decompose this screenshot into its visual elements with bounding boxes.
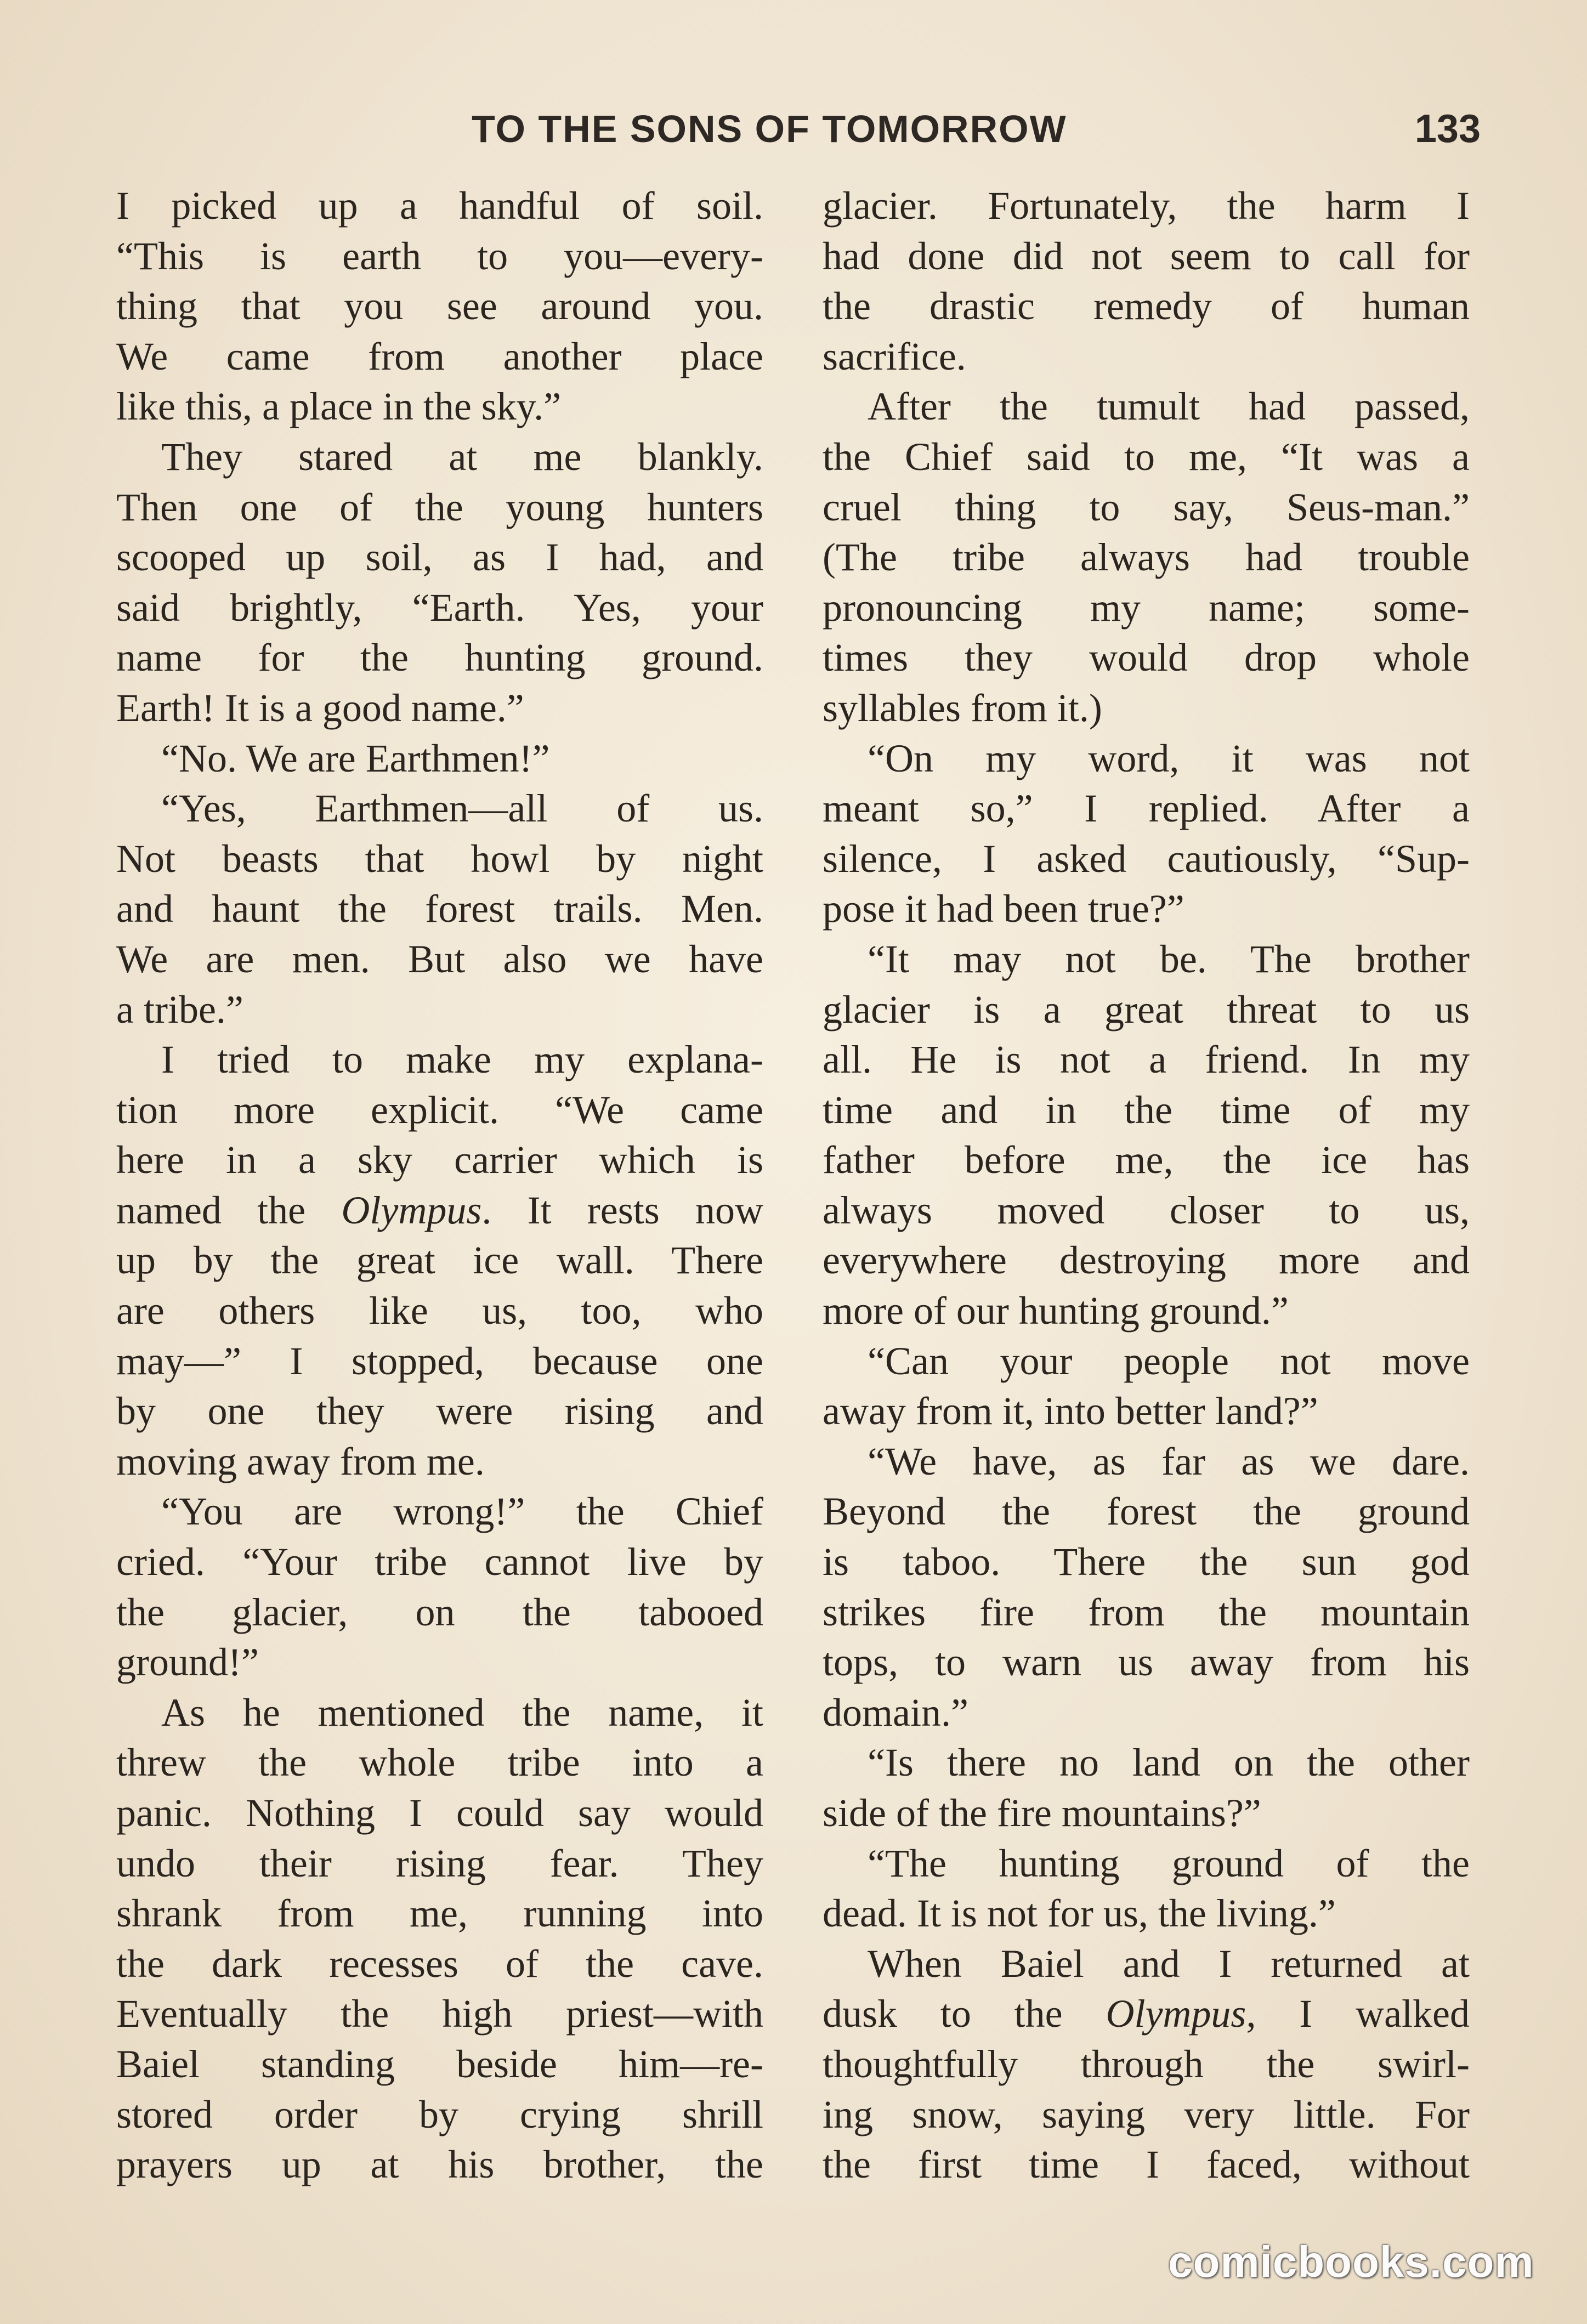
text-line: “Is there no land on the other	[868, 1741, 1470, 1785]
text-line: the dark recesses of the cave.	[116, 1941, 763, 1986]
text-line: “On my word, it was not	[868, 736, 1470, 780]
text-line: Then one of the young hunters	[116, 485, 763, 529]
text-line: “Yes, Earthmen—all of us.	[161, 786, 763, 831]
text-line: Baiel standing beside him—re-	[116, 2042, 763, 2086]
text-line: Not beasts that howl by night	[116, 836, 763, 881]
text-line: the drastic remedy of human	[823, 284, 1470, 328]
right-column	[823, 181, 1470, 2190]
text-line: name for the hunting ground.	[116, 636, 763, 680]
text-line: had done did not seem to call for	[823, 234, 1470, 278]
text-line: glacier is a great threat to us	[823, 987, 1470, 1031]
text-line: the Chief said to me, “It was a	[823, 434, 1470, 479]
text-line: “This is earth to you—every-	[116, 234, 763, 278]
text-line: Eventually the high priest—with	[116, 1992, 763, 2036]
text-line: “We have, as far as we dare.	[868, 1439, 1470, 1483]
text-line: ing snow, saying very little. For	[823, 2092, 1470, 2136]
text-line: (The tribe always had trouble	[823, 535, 1470, 580]
text-line: shrank from me, running into	[116, 1891, 763, 1936]
text-line: said brightly, “Earth. Yes, your	[116, 585, 763, 630]
text-line: away from it, into better land?”	[823, 1389, 1318, 1433]
text-line: by one they were rising and	[116, 1389, 763, 1433]
text-line: more of our hunting ground.”	[823, 1289, 1289, 1333]
text-line: When Baiel and I returned at	[868, 1941, 1470, 1986]
text-line: silence, I asked cautiously, “Sup-	[823, 836, 1470, 881]
text-line: father before me, the ice has	[823, 1138, 1470, 1182]
text-line: undo their rising fear. They	[116, 1841, 763, 1885]
text-line: named the Olympus. It rests now	[116, 1188, 763, 1232]
text-line: “Can your people not move	[868, 1339, 1470, 1383]
text-line: up by the great ice wall. There	[116, 1238, 763, 1283]
text-line: are others like us, too, who	[116, 1289, 763, 1333]
text-line: We came from another place	[116, 334, 763, 378]
text-line: tops, to warn us away from his	[823, 1640, 1470, 1685]
text-line: and haunt the forest trails. Men.	[116, 887, 763, 931]
text-line: sacrifice.	[823, 334, 966, 378]
text-line: strikes fire from the mountain	[823, 1590, 1470, 1634]
watermark-logo: comicbooks.com	[1168, 2237, 1534, 2286]
text-line: cried. “Your tribe cannot live by	[116, 1540, 763, 1584]
text-line: a tribe.”	[116, 987, 243, 1031]
text-line: After the tumult had passed,	[868, 384, 1470, 429]
text-line: the glacier, on the tabooed	[116, 1590, 763, 1634]
text-line: I tried to make my explana-	[161, 1038, 763, 1082]
page-number: 133	[1414, 107, 1481, 151]
text-line: They stared at me blankly.	[161, 434, 763, 479]
text-line: thoughtfully through the swirl-	[823, 2042, 1470, 2086]
text-line: may—” I stopped, because one	[116, 1339, 763, 1383]
text-line: dead. It is not for us, the living.”	[823, 1891, 1336, 1936]
text-line: panic. Nothing I could say would	[116, 1791, 763, 1835]
text-line: I picked up a handful of soil.	[116, 184, 763, 228]
text-line: threw the whole tribe into a	[116, 1741, 763, 1785]
text-line: Beyond the forest the ground	[823, 1489, 1470, 1534]
text-line: “It may not be. The brother	[868, 937, 1470, 981]
text-line: all. He is not a friend. In my	[823, 1038, 1470, 1082]
text-line: everywhere destroying more and	[823, 1238, 1470, 1283]
text-line: “No. We are Earthmen!”	[161, 736, 550, 780]
text-line: domain.”	[823, 1690, 968, 1735]
text-line: “The hunting ground of the	[868, 1841, 1470, 1885]
text-line: We are men. But also we have	[116, 937, 763, 981]
text-line: ground!”	[116, 1640, 259, 1685]
text-line: is taboo. There the sun god	[823, 1540, 1470, 1584]
text-line: glacier. Fortunately, the harm I	[823, 184, 1470, 228]
text-line: Earth! It is a good name.”	[116, 685, 524, 730]
text-line: the first time I faced, without	[823, 2142, 1470, 2187]
text-line: tion more explicit. “We came	[116, 1087, 763, 1132]
text-line: dusk to the Olympus, I walked	[823, 1992, 1470, 2036]
text-line: times they would drop whole	[823, 636, 1470, 680]
text-line: moving away from me.	[116, 1439, 485, 1483]
text-line: stored order by crying shrill	[116, 2092, 763, 2136]
text-line: As he mentioned the name, it	[161, 1690, 763, 1735]
text-line: like this, a place in the sky.”	[116, 384, 562, 429]
left-column	[116, 181, 763, 2190]
text-line: side of the fire mountains?”	[823, 1791, 1261, 1835]
text-line: always moved closer to us,	[823, 1188, 1470, 1232]
text-line: syllables from it.)	[823, 685, 1102, 730]
text-line: thing that you see around you.	[116, 284, 763, 328]
text-line: scooped up soil, as I had, and	[116, 535, 763, 580]
running-title: TO THE SONS OF TOMORROW	[472, 107, 1067, 150]
text-line: pose it had been true?”	[823, 887, 1184, 931]
text-line: time and in the time of my	[823, 1087, 1470, 1132]
text-line: cruel thing to say, Seus-man.”	[823, 485, 1470, 529]
text-line: “You are wrong!” the Chief	[161, 1489, 763, 1534]
text-line: here in a sky carrier which is	[116, 1138, 763, 1182]
text-line: prayers up at his brother, the	[116, 2142, 763, 2187]
text-line: pronouncing my name; some-	[823, 585, 1470, 630]
text-line: meant so,” I replied. After a	[823, 786, 1470, 831]
